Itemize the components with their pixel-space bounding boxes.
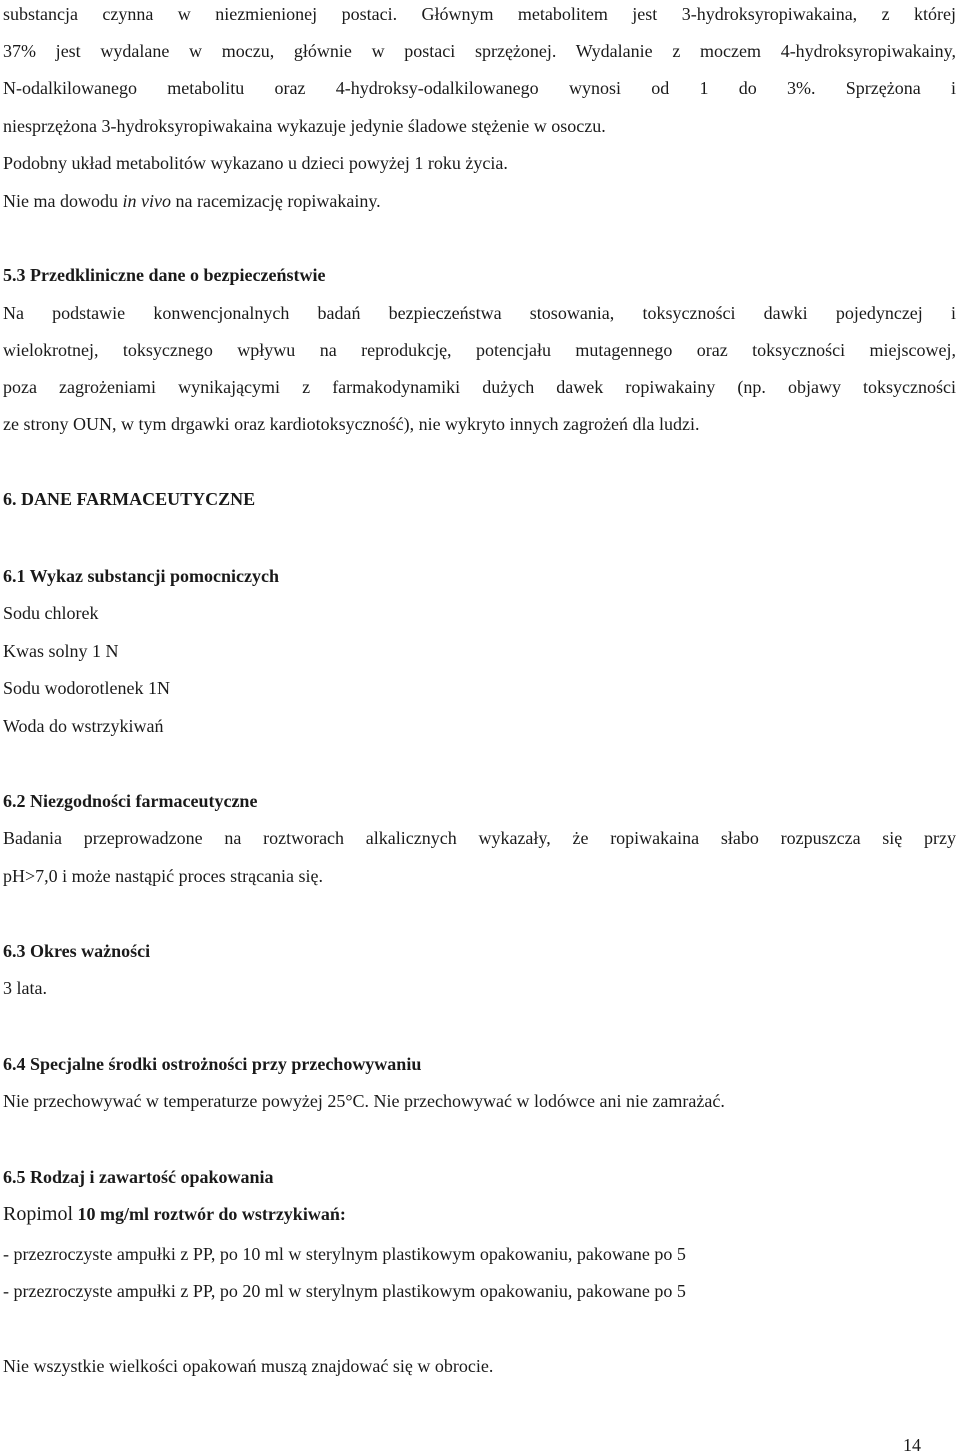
excipient-2: Kwas solny 1 N (3, 641, 119, 661)
children-metabolites-line: Podobny układ metabolitów wykazano u dzieci powyżej 1 roku życia. (3, 153, 508, 173)
section-6-4-heading: 6.4 Specjalne środki ostrożności przy przechowywaniu (3, 1054, 422, 1074)
section-6-heading: 6. DANE FARMACEUTYCZNE (3, 489, 256, 509)
section-5-3-heading: 5.3 Przedkliniczne dane o bezpieczeństwie (3, 265, 326, 285)
invivo-post: na racemizację ropiwakainy. (170, 191, 381, 211)
product-line (3, 1203, 346, 1225)
metabolism-line-4: niesprzężona 3-hydroksyropiwakaina wykazuje jedynie śladowe stężenie w osoczu. (3, 116, 606, 136)
excipient-3: Sodu wodorotlenek 1N (3, 678, 170, 698)
package-item-2: - przezroczyste ampułki z PP, po 20 ml w sterylnym plastikowym opakowaniu, pakowane po 5 (3, 1281, 686, 1301)
s53-line-1: Na podstawie konwencjonalnych badań bezpieczeństwa stosowania, toksyczności dawki pojedynczej i (3, 303, 956, 323)
metabolism-line-1: substancja czynna w niezmienionej postaci. Głównym metabolitem jest 3-hydroksyropiwakaina, z której (3, 4, 956, 24)
s53-line-2: wielokrotnej, toksycznego wpływu na reprodukcję, potencjału mutagennego oraz toksyczności miejscowej, (3, 340, 956, 360)
package-note: Nie wszystkie wielkości opakowań muszą znajdować się w obrocie. (3, 1356, 494, 1376)
invivo-line (3, 190, 381, 212)
metabolism-line-3: N-odalkilowanego metabolitu oraz 4-hydroksy-odalkilowanego wynosi od 1 do 3%. Sprzężona i (3, 78, 956, 98)
product-name: Ropimol (3, 1203, 74, 1225)
section-6-5-heading: 6.5 Rodzaj i zawartość opakowania (3, 1167, 274, 1187)
s62-line-2: pH>7,0 i może nastąpić proces strącania się. (3, 866, 324, 886)
metabolism-line-2: 37% jest wydalane w moczu, głównie w postaci sprzężonej. Wydalanie z moczem 4-hydroksyropiwakainy, (3, 41, 956, 61)
section-6-3-heading: 6.3 Okres ważności (3, 941, 151, 961)
excipient-4: Woda do wstrzykiwań (3, 716, 164, 736)
s53-line-4: ze strony OUN, w tym drgawki oraz kardiotoksyczność), nie wykryto innych zagrożeń dla ludzi. (3, 414, 700, 434)
section-6-1-heading: 6.1 Wykaz substancji pomocniczych (3, 566, 280, 586)
invivo-emphasis: in vivo (122, 191, 171, 211)
invivo-pre: Nie ma dowodu (3, 191, 123, 211)
s62-line-1: Badania przeprowadzone na roztworach alkalicznych wykazały, że ropiwakaina słabo rozpuszcza się przy (3, 828, 956, 848)
excipient-1: Sodu chlorek (3, 603, 99, 623)
page-number: 14 (903, 1435, 921, 1455)
shelf-life: 3 lata. (3, 978, 47, 998)
product-strength: 10 mg/ml roztwór do wstrzykiwań: (73, 1204, 346, 1224)
storage-text: Nie przechowywać w temperaturze powyżej 25°C. Nie przechowywać w lodówce ani nie zamrażać. (3, 1091, 725, 1111)
section-6-2-heading: 6.2 Niezgodności farmaceutyczne (3, 791, 258, 811)
s53-line-3: poza zagrożeniami wynikającymi z farmakodynamiki dużych dawek ropiwakainy (np. objawy toksyczności (3, 377, 956, 397)
package-item-1: - przezroczyste ampułki z PP, po 10 ml w sterylnym plastikowym opakowaniu, pakowane po 5 (3, 1244, 686, 1264)
